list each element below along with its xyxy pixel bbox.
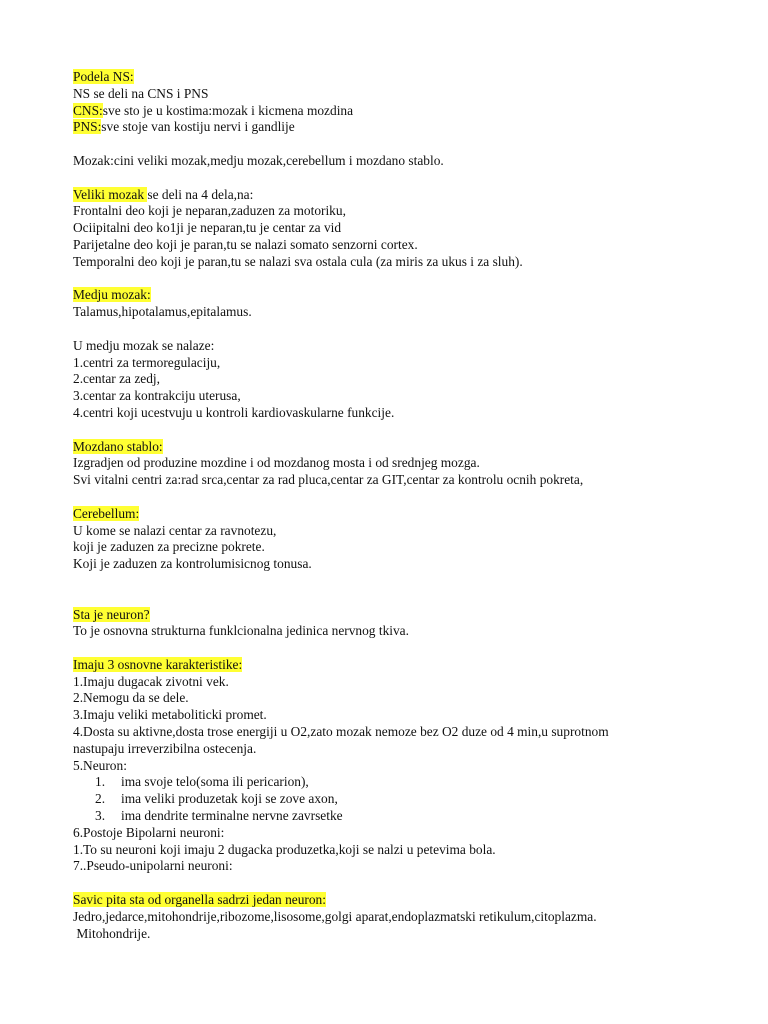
list-item: 1.To su neuroni koji imaju 2 dugacka produzetka,koji se nalzi u petevima bola. xyxy=(73,841,496,857)
list-item: 4.centri koji ucestvuju u kontroli kardiovaskularne funkcije. xyxy=(73,404,395,420)
list-item: 6.Postoje Bipolarni neuroni: xyxy=(73,824,225,840)
text-line: Mitohondrije. xyxy=(73,925,151,941)
heading-mozdano-stablo: Mozdano stablo: xyxy=(73,438,163,454)
text-line: Frontalni deo koji je neparan,zaduzen za motoriku, xyxy=(73,203,346,219)
text-line-mozak: Mozak:cini veliki mozak,medju mozak,cerebellum i mozdano stablo. xyxy=(73,152,444,168)
text-line: koji je zaduzen za precizne pokrete. xyxy=(73,539,265,555)
heading-karakteristike: Imaju 3 osnovne karakteristike: xyxy=(73,656,243,672)
list-item: 3.Imaju veliki metaboliticki promet. xyxy=(73,707,267,723)
list-item: 4.Dosta su aktivne,dosta trose energiji u O2,zato mozak nemoze bez O2 duze od 4 min,u suprotnom xyxy=(73,724,609,740)
text-line: nastupaju irreverzibilna ostecenja. xyxy=(73,740,257,756)
text-line: U kome se nalazi centar za ravnotezu, xyxy=(73,522,277,538)
sub-list-item: 3. ima dendrite terminalne nervne zavrsetke xyxy=(95,808,343,824)
text-line: Temporalni deo koji je paran,tu se nalazi sva ostala cula (za miris za ukus i za sluh). xyxy=(73,253,523,269)
heading-sta-je-neuron: Sta je neuron? xyxy=(73,606,150,622)
text-line-pns: PNS:sve stoje van kostiju nervi i gandlije xyxy=(73,119,295,135)
text-line: U medju mozak se nalaze: xyxy=(73,337,215,353)
list-item: 2.Nemogu da se dele. xyxy=(73,690,189,706)
cns-label: CNS: xyxy=(73,102,103,118)
heading-cerebellum: Cerebellum: xyxy=(73,505,140,521)
text-line: Koji je zaduzen za kontrolumisicnog tonusa. xyxy=(73,556,312,572)
sub-list-item: 2. ima veliki produzetak koji se zove axon, xyxy=(95,791,338,807)
heading-veliki-mozak: Veliki mozak se deli na 4 dela,na: xyxy=(73,186,254,202)
text-line: Jedro,jedarce,mitohondrije,ribozome,lisosome,golgi aparat,endoplazmatski retikulum,citoplazma. xyxy=(73,908,597,924)
text-line: Parijetalne deo koji je paran,tu se nalazi somato senzorni cortex. xyxy=(73,236,418,252)
text-line: Ociipitalni deo ko1ji je neparan,tu je centar za vid xyxy=(73,220,342,236)
list-item: 5.Neuron: xyxy=(73,757,127,773)
list-item: 1.centri za termoregulaciju, xyxy=(73,354,221,370)
text-line: Izgradjen od produzine mozdine i od mozdanog mosta i od srednjeg mozga. xyxy=(73,455,480,471)
text-line-cns: CNS:sve sto je u kostima:mozak i kicmena mozdina xyxy=(73,102,354,118)
list-item: 2.centar za zedj, xyxy=(73,371,160,387)
heading-organelle: Savic pita sta od organella sadrzi jedan neuron: xyxy=(73,892,326,908)
list-item: 7..Pseudo-unipolarni neuroni: xyxy=(73,858,233,874)
text-line: To je osnovna strukturna funklcionalna jedinica nervnog tkiva. xyxy=(73,623,409,639)
text-line: Svi vitalni centri za:rad srca,centar za rad pluca,centar za GIT,centar za kontrolu ocnih pokreta, xyxy=(73,472,584,488)
pns-label: PNS: xyxy=(73,119,102,135)
list-item: 1.Imaju dugacak zivotni vek. xyxy=(73,673,229,689)
heading-medju-mozak: Medju mozak: xyxy=(73,287,151,303)
text-line: NS se deli na CNS i PNS xyxy=(73,85,209,101)
document-page xyxy=(73,69,753,942)
text-line: Talamus,hipotalamus,epitalamus. xyxy=(73,304,252,320)
sub-list-item: 1. ima svoje telo(soma ili pericarion), xyxy=(95,774,309,790)
list-item: 3.centar za kontrakciju uterusa, xyxy=(73,388,241,404)
heading-podela-ns: Podela NS: xyxy=(73,69,134,84)
